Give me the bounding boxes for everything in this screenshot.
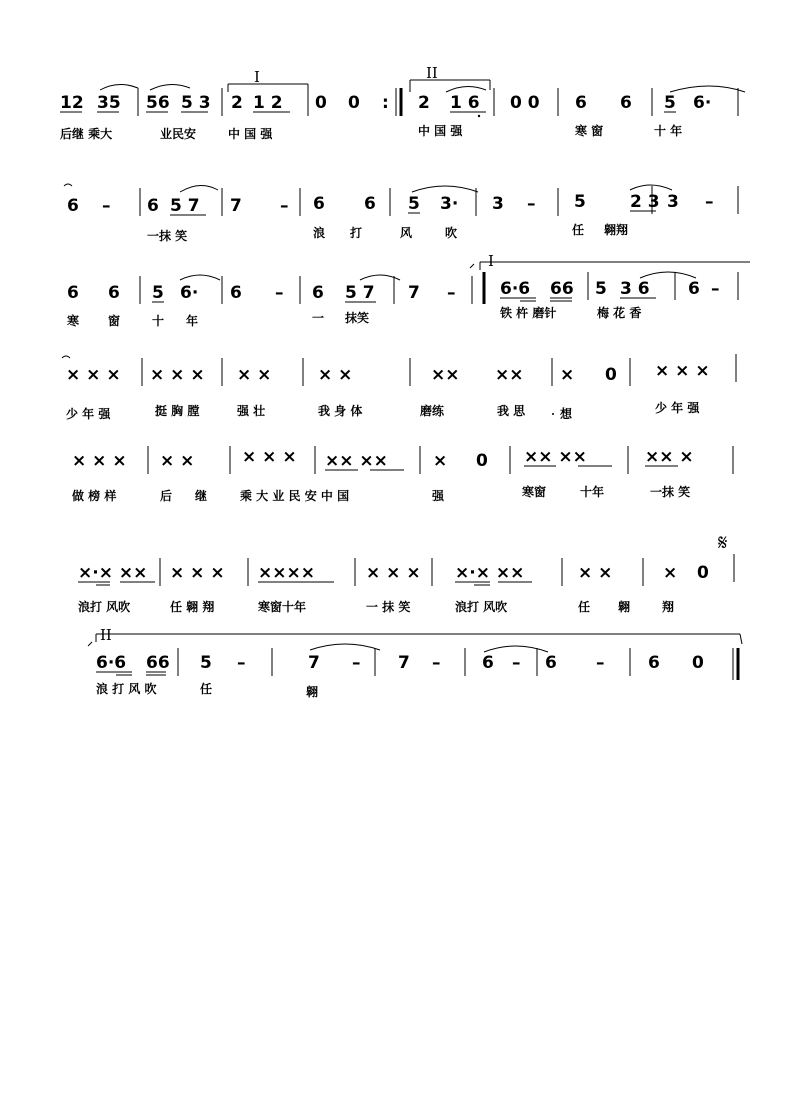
note: 6 — [620, 93, 632, 113]
note: – — [280, 196, 289, 216]
note: 5 — [408, 194, 420, 214]
note: – — [705, 192, 714, 212]
lyric: 少 年 强 — [66, 407, 111, 421]
note: 6 — [688, 279, 700, 299]
note: 3 — [492, 194, 504, 214]
note: 6 — [230, 283, 242, 303]
score-row-5 — [72, 446, 733, 503]
lyric: 任 — [572, 223, 585, 237]
note: 0 — [692, 653, 704, 673]
note: × × × — [366, 563, 421, 583]
note: 0 — [605, 365, 617, 385]
note: ×× — [431, 365, 460, 385]
note: – — [432, 653, 441, 673]
note: – — [447, 283, 456, 303]
note: × × × — [72, 451, 127, 471]
note: 6 — [545, 653, 557, 673]
volta-1-label: I — [254, 68, 260, 86]
score-row-6 — [78, 531, 734, 614]
note: 5 3 — [181, 93, 211, 113]
lyric: 浪 — [313, 226, 326, 240]
note: 6 — [575, 93, 587, 113]
segno-icon: 𝄋 — [718, 531, 728, 556]
lyric: 做 榜 样 — [72, 489, 117, 503]
note: × — [663, 563, 678, 583]
lyric: 继 — [195, 489, 208, 503]
note: 0 — [315, 93, 327, 113]
lyric: 十 — [152, 314, 165, 328]
note: ×·× ×× — [455, 563, 525, 583]
note: 2 — [418, 93, 430, 113]
note: 7 — [230, 196, 242, 216]
note: 5 — [200, 653, 212, 673]
lyric: 十 年 — [654, 124, 683, 138]
note: 5 — [595, 279, 607, 299]
lyric: 我 身 体 — [318, 404, 363, 418]
note: × × × — [170, 563, 225, 583]
lyric: 翱 — [306, 685, 319, 699]
lyric: 浪 打 风 吹 — [96, 682, 157, 696]
volta-2-label: II — [426, 64, 438, 82]
note: 66 — [550, 279, 574, 299]
score-row-7 — [88, 626, 742, 699]
note: 6 — [313, 194, 325, 214]
note: × × — [160, 451, 195, 471]
note: 6 — [364, 194, 376, 214]
note: 1 6 — [450, 93, 480, 113]
note: ×× × — [645, 447, 694, 467]
note: × × × — [66, 365, 121, 385]
score-row-4 — [62, 354, 736, 421]
note: – — [512, 653, 521, 673]
lyric: 业民安 — [160, 127, 197, 141]
lyric: 任 — [578, 600, 591, 614]
note: × × — [237, 365, 272, 385]
lyric: 挺 胸 膛 — [155, 404, 200, 418]
lyric: 浪打 风吹 — [78, 600, 131, 614]
lyric: 翱 — [618, 600, 631, 614]
lyric: 一 — [312, 311, 325, 325]
note: 56 — [146, 93, 170, 113]
lyric: 任 — [200, 682, 213, 696]
score-row-2 — [64, 184, 738, 243]
note: 12 — [60, 93, 84, 113]
note: 2 3 — [630, 192, 660, 212]
note: × × × — [242, 447, 297, 467]
note: 5 — [664, 93, 676, 113]
lyric: 磨练 — [420, 404, 445, 418]
note: 6· — [180, 283, 199, 303]
note: 2 — [231, 93, 243, 113]
volta-1-label: I — [488, 252, 494, 270]
lyric: 翔 — [662, 600, 675, 614]
lyric: 任 翱 翔 — [170, 600, 215, 614]
note: 3 6 — [620, 279, 650, 299]
note: 5 7 — [345, 283, 375, 303]
lyric: 寒 — [67, 314, 80, 328]
note: 3· — [440, 194, 459, 214]
note: ×·× ×× — [78, 563, 148, 583]
lyric: 我 思 — [497, 404, 526, 418]
lyric: 中 国 强 — [418, 124, 463, 138]
note: – — [237, 653, 246, 673]
lyric: 寒窗十年 — [258, 600, 307, 614]
lyric: 后继 乘大 — [60, 127, 113, 141]
lyric: 翱翔 — [604, 223, 629, 237]
note: 6 — [67, 283, 79, 303]
lyric: 寒窗 — [522, 485, 547, 499]
lyric: 吹 — [445, 226, 458, 240]
lyric: 抹笑 — [345, 311, 370, 325]
volta-2-label: II — [100, 626, 112, 644]
note: 6 — [108, 283, 120, 303]
note: 3 — [667, 192, 679, 212]
lyric: 窗 — [108, 314, 121, 328]
lyric: 一抹 笑 — [650, 485, 691, 499]
note: – — [275, 283, 284, 303]
note: ×× — [495, 365, 524, 385]
score-row-1 — [60, 64, 745, 141]
lyric: 寒 窗 — [575, 124, 604, 138]
lyric: 十年 — [580, 485, 605, 499]
lyric: 年 — [186, 314, 199, 328]
note: – — [711, 279, 720, 299]
lyric: 梅 花 香 — [597, 306, 642, 320]
note: – — [102, 196, 111, 216]
note: × — [560, 365, 575, 385]
note: ×× ×× — [325, 451, 388, 471]
lyric: 强 — [432, 489, 445, 503]
note: × × × — [655, 361, 710, 381]
note: ×× ×× — [524, 447, 587, 467]
score-row-3 — [67, 252, 750, 328]
note: × × × — [150, 365, 205, 385]
note: 6 — [67, 196, 79, 216]
note: 5 — [574, 192, 586, 212]
lyric: 中 国 强 — [228, 127, 273, 141]
note: 6·6 — [96, 653, 127, 673]
lyric: 乘 大 业 民 安 中 国 — [240, 489, 350, 503]
note: 0 0 — [510, 93, 540, 113]
note: – — [352, 653, 361, 673]
note: × — [433, 451, 448, 471]
lyric: 少 年 强 — [655, 401, 700, 415]
note: – — [527, 194, 536, 214]
lyric: 一 抹 笑 — [366, 600, 411, 614]
note: 6·6 — [500, 279, 531, 299]
note: 7 — [398, 653, 410, 673]
note: 0 — [348, 93, 360, 113]
lyric: 浪打 风吹 — [455, 600, 508, 614]
note: 0 — [697, 563, 709, 583]
note: ×××× — [258, 563, 315, 583]
note: 1 2 — [253, 93, 283, 113]
note: 5 — [152, 283, 164, 303]
note: 66 — [146, 653, 170, 673]
lyric: 一抹 笑 — [147, 229, 188, 243]
note: 7 — [308, 653, 320, 673]
note: 35 — [97, 93, 121, 113]
note: 6 — [147, 196, 159, 216]
lyric: 打 — [350, 226, 363, 240]
note: × × — [318, 365, 353, 385]
lyric: 后 — [160, 489, 173, 503]
note: – — [596, 653, 605, 673]
note: 6 — [312, 283, 324, 303]
note: 7 — [408, 283, 420, 303]
repeat-dots: : — [382, 93, 389, 113]
lyric: 铁 杵 磨针 — [500, 306, 557, 320]
lyric: 强 壮 — [237, 404, 266, 418]
lyric: 风 — [400, 226, 413, 240]
note: 6· — [693, 93, 712, 113]
note: 6 — [648, 653, 660, 673]
note: 6 — [482, 653, 494, 673]
note: 5 7 — [170, 196, 200, 216]
note: 0 — [476, 451, 488, 471]
note: × × — [578, 563, 613, 583]
lyric: 想 — [560, 407, 573, 421]
